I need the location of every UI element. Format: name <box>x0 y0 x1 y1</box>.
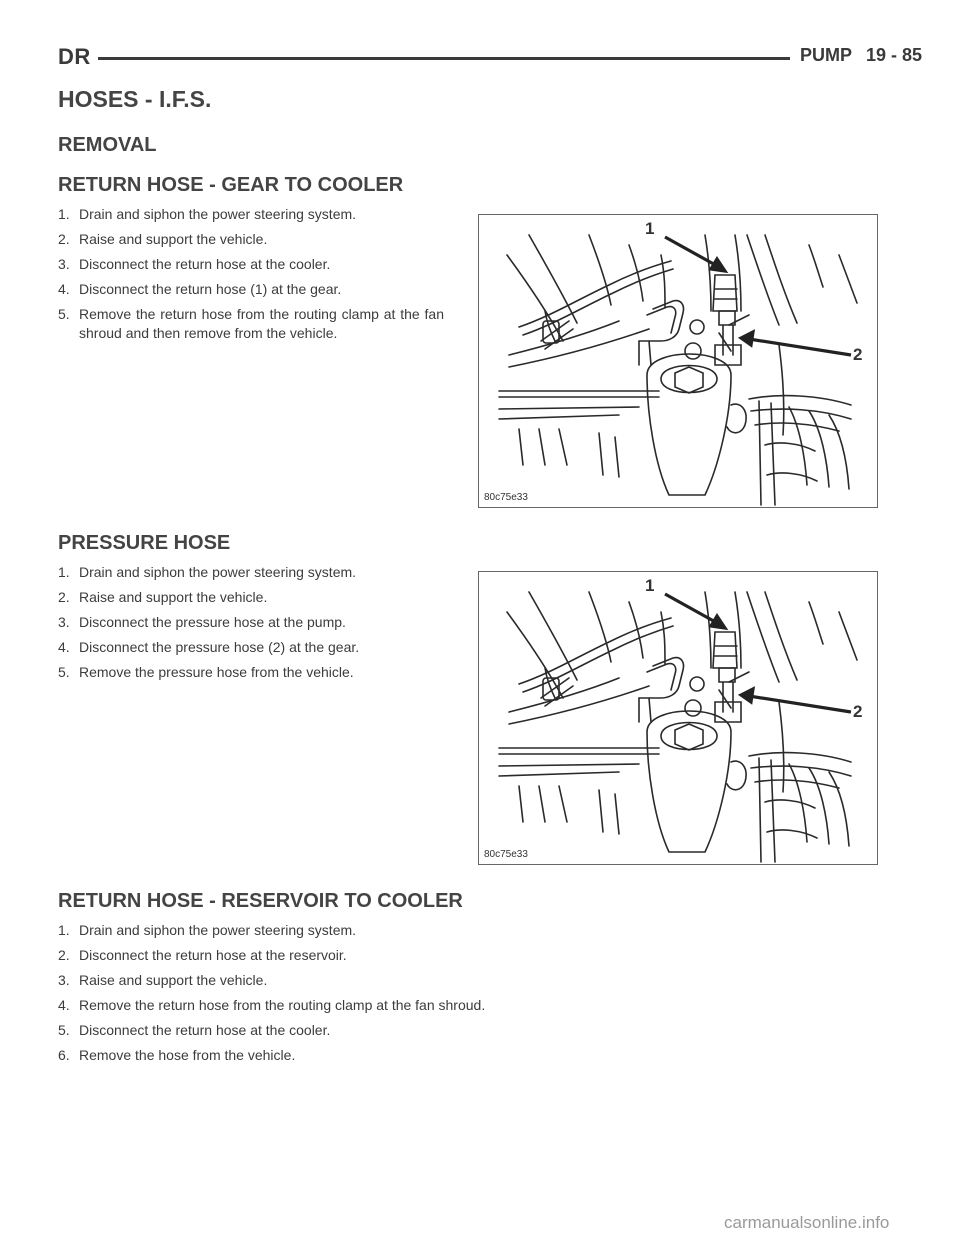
figure-pressure-hose-gear <box>478 571 878 865</box>
section-heading-return-gear-cooler: RETURN HOSE - GEAR TO COOLER <box>58 174 404 196</box>
step-text: Drain and siphon the power steering system. <box>79 206 357 222</box>
callout-2: 2 <box>853 702 863 721</box>
step <box>58 921 878 940</box>
step-number: 1. <box>58 922 70 938</box>
page-header <box>58 44 923 74</box>
step-text: Drain and siphon the power steering system. <box>79 564 357 580</box>
step-number: 4. <box>58 639 70 655</box>
steps-pressure-hose <box>58 563 444 688</box>
step-number: 4. <box>58 281 70 297</box>
step <box>58 1046 878 1065</box>
section-heading-return-reservoir-cooler: RETURN HOSE - RESERVOIR TO COOLER <box>58 890 463 912</box>
header-model-code: DR <box>58 44 91 69</box>
step <box>58 996 878 1015</box>
page-title: HOSES - I.F.S. <box>58 86 212 112</box>
step-text: Drain and siphon the power steering system. <box>79 922 357 938</box>
step <box>58 638 444 657</box>
step-text: Raise and support the vehicle. <box>79 972 268 988</box>
callout-1: 1 <box>645 219 655 238</box>
step <box>58 613 444 632</box>
step-text: Disconnect the return hose (1) at the gear. <box>79 281 342 297</box>
step-number: 5. <box>58 306 70 322</box>
steps-return-reservoir-cooler <box>58 921 878 1071</box>
step-number: 5. <box>58 1022 70 1038</box>
step <box>58 255 444 274</box>
step <box>58 230 444 249</box>
illustration-steering-gear-hoses <box>479 572 877 864</box>
figure-return-hose-gear <box>478 214 878 508</box>
callout-2: 2 <box>853 345 863 364</box>
step-number: 1. <box>58 564 70 580</box>
step-text: Disconnect the return hose at the cooler. <box>79 1022 331 1038</box>
watermark: carmanualsonline.info <box>724 1213 890 1232</box>
step-text: Disconnect the pressure hose (2) at the gear. <box>79 639 360 655</box>
header-section: PUMP <box>800 45 853 65</box>
step-number: 5. <box>58 664 70 680</box>
step-number: 2. <box>58 589 70 605</box>
step-number: 6. <box>58 1047 70 1063</box>
removal-heading: REMOVAL <box>58 134 157 156</box>
illustration-steering-gear-hoses <box>479 215 877 507</box>
step-number: 3. <box>58 614 70 630</box>
step-number: 1. <box>58 206 70 222</box>
steps-return-gear-cooler <box>58 205 444 349</box>
header-rule <box>98 57 790 60</box>
header-section-page <box>800 45 922 66</box>
step <box>58 971 878 990</box>
step-text: Remove the return hose from the routing clamp at the fan shroud and then remove from the vehicle. <box>79 306 444 341</box>
figure-caption: 80c75e33 <box>484 849 528 860</box>
step-number: 4. <box>58 997 70 1013</box>
step <box>58 305 444 343</box>
step-text: Raise and support the vehicle. <box>79 589 268 605</box>
step-text: Disconnect the pressure hose at the pump. <box>79 614 346 630</box>
step-text: Remove the pressure hose from the vehicle. <box>79 664 354 680</box>
step <box>58 588 444 607</box>
step-text: Remove the return hose from the routing clamp at the fan shroud. <box>79 997 486 1013</box>
step <box>58 663 444 682</box>
step-number: 3. <box>58 256 70 272</box>
step <box>58 946 878 965</box>
step-text: Disconnect the return hose at the cooler. <box>79 256 331 272</box>
step <box>58 1021 878 1040</box>
step-number: 2. <box>58 947 70 963</box>
step-number: 2. <box>58 231 70 247</box>
step <box>58 205 444 224</box>
step <box>58 280 444 299</box>
step <box>58 563 444 582</box>
callout-1: 1 <box>645 576 655 595</box>
header-page-number: 19 - 85 <box>866 45 923 65</box>
figure-caption: 80c75e33 <box>484 492 528 503</box>
step-text: Remove the hose from the vehicle. <box>79 1047 296 1063</box>
section-heading-pressure-hose: PRESSURE HOSE <box>58 532 231 554</box>
step-number: 3. <box>58 972 70 988</box>
step-text: Raise and support the vehicle. <box>79 231 268 247</box>
step-text: Disconnect the return hose at the reservoir. <box>79 947 347 963</box>
